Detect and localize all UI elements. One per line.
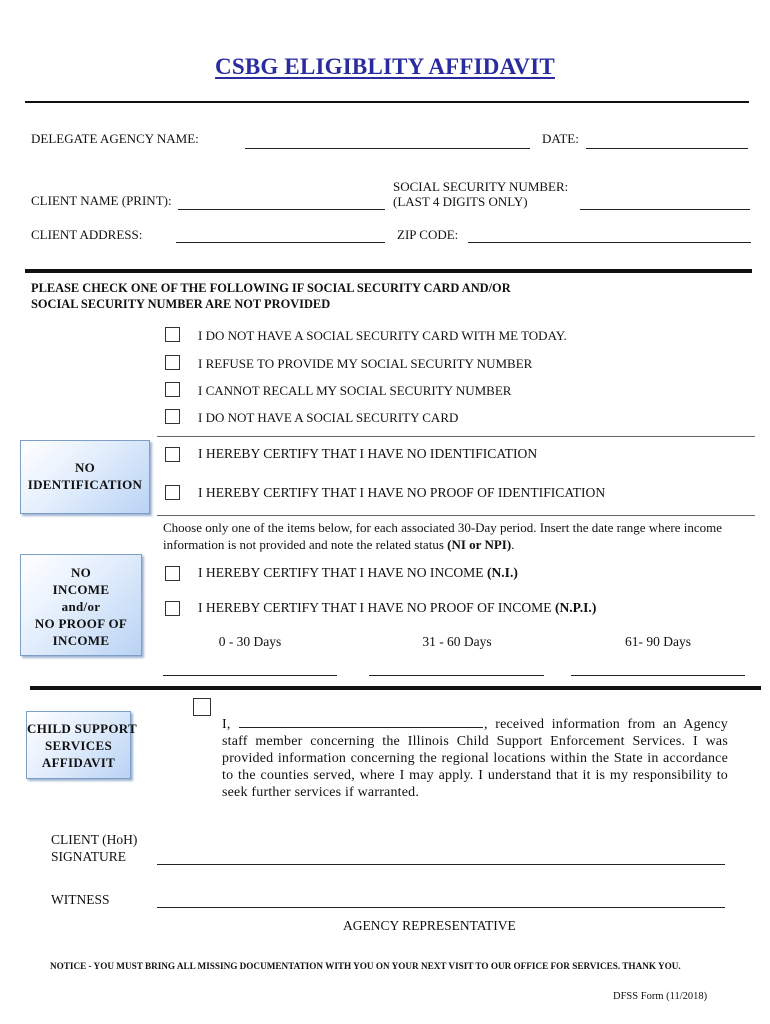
footer-notice: NOTICE - YOU MUST BRING ALL MISSING DOCUMENTATION WITH YOU ON YOUR NEXT VISIT TO OUR OFFICE FOR SERVICES. THANK YOU.	[50, 961, 681, 971]
no-proof-income-checkbox[interactable]	[165, 601, 180, 616]
ssn-label-line1: SOCIAL SECURITY NUMBER:	[393, 179, 569, 194]
ssn-last4-field[interactable]	[580, 194, 750, 210]
client-address-field[interactable]	[176, 227, 385, 243]
no-proof-income-label	[198, 600, 596, 616]
no-proof-income-text: I HEREBY CERTIFY THAT I HAVE NO PROOF OF INCOME	[198, 600, 555, 615]
ssn-label-line2: (LAST 4 DIGITS ONLY)	[393, 194, 528, 209]
child-support-box-line: SERVICES	[45, 738, 112, 753]
ssn-label	[393, 179, 568, 209]
client-signature-field[interactable]	[157, 849, 725, 865]
statement-name-blank-field[interactable]	[239, 714, 483, 728]
no-income-box-line: NO	[70, 565, 92, 580]
no-identification-box-line: IDENTIFICATION	[27, 477, 143, 492]
period-31-60-date-field[interactable]	[369, 660, 544, 676]
income-instructions	[163, 519, 753, 553]
thin-divider	[157, 515, 755, 516]
no-income-label	[198, 565, 518, 581]
delegate-agency-label: DELEGATE AGENCY NAME:	[31, 131, 199, 146]
statement-prefix: I,	[222, 717, 231, 732]
client-name-label: CLIENT NAME (PRINT):	[31, 193, 172, 208]
income-status-codes: (NI or NPI)	[447, 537, 512, 552]
ssn-option-label: I DO NOT HAVE A SOCIAL SECURITY CARD WITH ME TODAY.	[198, 328, 567, 343]
witness-label: WITNESS	[51, 892, 110, 907]
no-proof-identification-label: I HEREBY CERTIFY THAT I HAVE NO PROOF OF IDENTIFICATION	[198, 485, 606, 500]
no-identification-box-line: NO	[74, 460, 96, 475]
ssn-option-no-card-checkbox[interactable]	[165, 409, 180, 424]
client-address-label: CLIENT ADDRESS:	[31, 227, 143, 242]
form-title: CSBG ELIGIBLITY AFFIDAVIT	[215, 54, 555, 79]
no-income-checkbox[interactable]	[165, 566, 180, 581]
period-0-30-date-field[interactable]	[163, 660, 337, 676]
period-31-60-label: 31 - 60 Days	[422, 634, 492, 649]
no-income-box-line: and/or	[61, 599, 101, 614]
no-income-code: (N.I.)	[486, 565, 518, 580]
date-field[interactable]	[586, 133, 748, 149]
period-61-90-label: 61- 90 Days	[625, 634, 691, 649]
child-support-statement	[222, 714, 728, 801]
no-identification-checkbox[interactable]	[165, 447, 180, 462]
no-proof-income-code: (N.P.I.)	[554, 600, 597, 615]
no-identification-label: I HEREBY CERTIFY THAT I HAVE NO IDENTIFICATION	[198, 446, 538, 461]
client-name-field[interactable]	[178, 194, 385, 210]
ssn-option-no-card-today-checkbox[interactable]	[165, 327, 180, 342]
child-support-box-line: AFFIDAVIT	[41, 755, 116, 770]
agency-representative-label: AGENCY REPRESENTATIVE	[343, 918, 516, 933]
ssn-option-label: I DO NOT HAVE A SOCIAL SECURITY CARD	[198, 410, 459, 425]
section-divider-ssn	[25, 269, 752, 273]
section-divider-child-support	[30, 686, 761, 690]
zip-code-label: ZIP CODE:	[397, 227, 459, 242]
no-proof-identification-checkbox[interactable]	[165, 485, 180, 500]
client-signature-label-line2: SIGNATURE	[51, 849, 127, 864]
statement-body: , received information from an Agency staff member concerning the Illinois Child Support Enforcement Services. I was provided information concerning the regional locations within the State in accordance to the counties served, where I may apply. I understand that it is my responsibility to seek further services if warranted.	[222, 717, 728, 800]
income-instructions-end: .	[511, 537, 515, 552]
ssn-instructions	[31, 281, 511, 312]
no-income-box	[20, 554, 142, 656]
child-support-checkbox[interactable]	[193, 698, 211, 716]
ssn-option-refuse-checkbox[interactable]	[165, 355, 180, 370]
client-signature-label-line1: CLIENT (HoH)	[51, 832, 138, 847]
ssn-option-cannot-recall-checkbox[interactable]	[165, 382, 180, 397]
delegate-agency-field[interactable]	[245, 133, 530, 149]
thin-divider	[157, 436, 755, 437]
no-income-box-line: INCOME	[52, 633, 110, 648]
title-divider	[25, 101, 749, 103]
ssn-option-label: I CANNOT RECALL MY SOCIAL SECURITY NUMBER	[198, 383, 512, 398]
ssn-instruction-line1: PLEASE CHECK ONE OF THE FOLLOWING IF SOCIAL SECURITY CARD AND/OR	[31, 281, 511, 295]
form-id: DFSS Form (11/2018)	[613, 991, 708, 1002]
no-income-box-line: INCOME	[52, 582, 110, 597]
child-support-box-line: CHILD SUPPORT	[27, 721, 137, 736]
date-label: DATE:	[542, 131, 579, 146]
ssn-option-label: I REFUSE TO PROVIDE MY SOCIAL SECURITY NUMBER	[198, 356, 533, 371]
no-income-text: I HEREBY CERTIFY THAT I HAVE NO INCOME	[198, 565, 487, 580]
no-identification-box	[20, 440, 150, 514]
period-0-30-label: 0 - 30 Days	[218, 634, 282, 649]
ssn-instruction-line2: SOCIAL SECURITY NUMBER ARE NOT PROVIDED	[31, 296, 331, 311]
no-income-box-line: NO PROOF OF	[34, 616, 128, 631]
period-61-90-date-field[interactable]	[571, 660, 745, 676]
child-support-box	[26, 711, 137, 779]
witness-signature-field[interactable]	[157, 892, 725, 908]
zip-code-field[interactable]	[468, 227, 751, 243]
client-signature-label	[51, 831, 137, 865]
income-instructions-text: Choose only one of the items below, for each associated 30-Day period. Insert the date range where income information is not provided and note the related status	[163, 520, 723, 552]
